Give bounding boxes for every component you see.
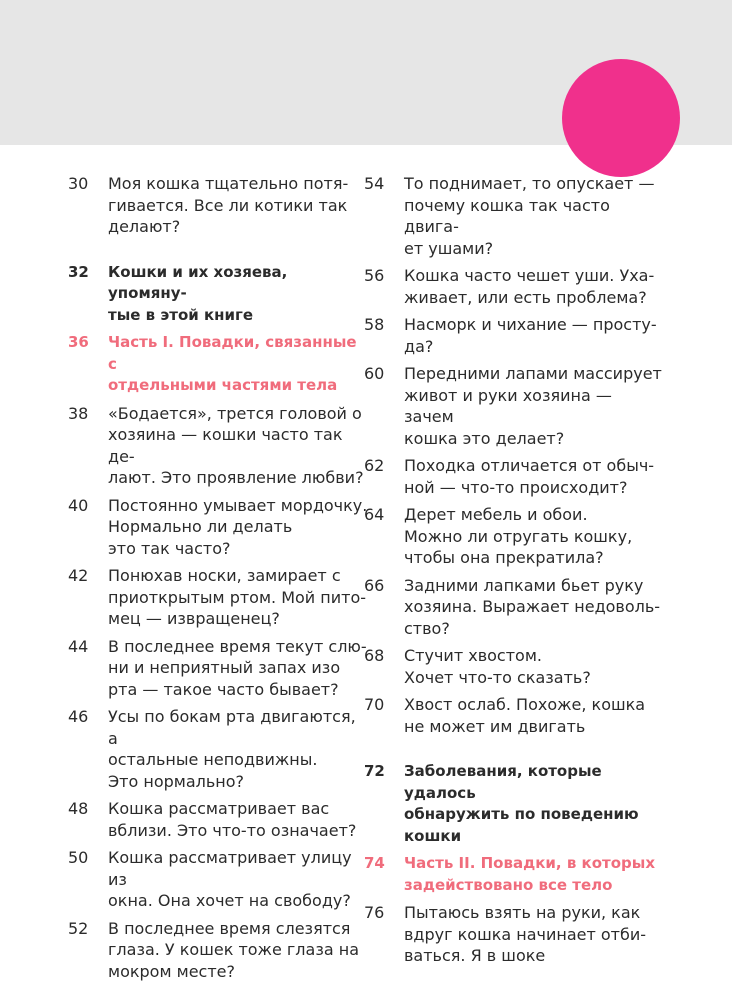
page-number: 64 <box>364 505 385 524</box>
page-number: 46 <box>68 707 89 726</box>
toc-entry <box>364 853 664 896</box>
page-number: 48 <box>68 799 89 818</box>
page-number: 44 <box>68 636 89 656</box>
entry-title: Понюхав носки, замирает с приоткрытым ртом. Мой пито- мец — извращенец? <box>108 566 367 628</box>
entry-title: Передними лапами массирует живот и руки хозяина — зачем кошка это делает? <box>404 364 662 448</box>
toc-entry <box>364 575 664 640</box>
page-number: 32 <box>68 262 89 281</box>
toc-entry <box>364 504 664 569</box>
page-number: 52 <box>68 918 89 938</box>
toc-entry <box>364 173 664 259</box>
page-number: 76 <box>364 903 385 922</box>
page-number: 40 <box>68 495 89 515</box>
toc-entry <box>68 847 368 912</box>
entry-title: Кошки и их хозяева, упомяну- тые в этой книге <box>108 262 288 324</box>
entry-title: Стучит хвостом. Хочет что-то сказать? <box>404 646 591 687</box>
toc-entry <box>68 918 368 983</box>
entry-title: Усы по бокам рта двигаются, а остальные неподвижны. Это нормально? <box>108 707 356 791</box>
entry-title: В последнее время текут слю- ни и неприятный запах изо рта — такое часто бывает? <box>108 636 367 699</box>
entry-title: Насморк и чихание — просту- да? <box>404 315 657 356</box>
page-number: 62 <box>364 456 385 475</box>
page-number: 68 <box>364 646 385 665</box>
entry-title: Кошка рассматривает улицу из окна. Она хочет на свободу? <box>108 848 352 910</box>
page-number: 74 <box>364 854 385 872</box>
toc-entry <box>68 565 368 630</box>
toc-entry <box>68 798 368 841</box>
entry-title: Пытаюсь взять на руки, как вдруг кошка начинает отби- ваться. Я в шоке <box>404 903 647 965</box>
toc-left-column <box>68 173 368 988</box>
page-number: 54 <box>364 174 385 193</box>
entry-title: Заболевания, которые удалось обнаружить по поведению кошки <box>404 762 639 845</box>
page-number: 30 <box>68 174 89 193</box>
toc-entry <box>364 761 664 847</box>
toc-entry <box>364 265 664 308</box>
entry-title: Кошка рассматривает вас вблизи. Это что-то означает? <box>108 799 357 840</box>
toc-entry <box>68 636 368 701</box>
entry-title: То поднимает, то опускает — почему кошка так часто двига- ет ушами? <box>404 174 655 258</box>
toc-right-column <box>364 173 664 973</box>
toc-entry <box>364 902 664 967</box>
entry-title: Походка отличается от обыч- ной — что-то происходит? <box>404 456 655 497</box>
entry-title: Постоянно умывает мордочку. Нормально ли делать это так часто? <box>108 495 368 558</box>
entry-title: Часть I. Повадки, связанные с отдельными частями тела <box>108 333 357 394</box>
entry-title: Дерет мебель и обои. Можно ли отругать кошку, чтобы она прекратила? <box>404 505 633 567</box>
page-number: 72 <box>364 762 385 780</box>
entry-title: Задними лапками бьет руку хозяина. Выражает недоволь- ство? <box>404 575 661 638</box>
entry-title: В последнее время слезятся глаза. У кошек тоже глаза на мокром месте? <box>108 918 359 981</box>
toc-entry <box>364 455 664 498</box>
page-number: 38 <box>68 403 89 423</box>
toc-entry <box>68 262 368 327</box>
toc-entry <box>68 173 368 238</box>
page-number: 58 <box>364 315 385 334</box>
entry-title: Моя кошка тщательно потя- гивается. Все ли котики так делают? <box>108 174 349 236</box>
toc-entry <box>68 706 368 792</box>
toc-entry <box>364 314 664 357</box>
page-number: 70 <box>364 695 385 714</box>
page-number: 60 <box>364 364 385 383</box>
page-number: 66 <box>364 575 385 595</box>
toc-entry <box>68 403 368 489</box>
entry-title: Кошка часто чешет уши. Уха- живает, или есть проблема? <box>404 266 655 307</box>
toc-entry <box>364 694 664 737</box>
toc-entry <box>68 495 368 560</box>
toc-entry <box>364 363 664 449</box>
page-number: 42 <box>68 566 89 585</box>
entry-title: Часть II. Повадки, в которых задействовано все тело <box>404 854 655 894</box>
page-number: 50 <box>68 848 89 867</box>
page-number: 56 <box>364 266 385 285</box>
toc-entry <box>364 645 664 688</box>
page-number: 36 <box>68 333 89 351</box>
decorative-circle <box>562 59 680 177</box>
entry-title: «Бодается», трется головой о хозяина — кошки часто так де- лают. Это проявление любви? <box>108 403 364 487</box>
entry-title: Хвост ослаб. Похоже, кошка не может им двигать <box>404 695 646 736</box>
toc-entry <box>68 332 368 397</box>
